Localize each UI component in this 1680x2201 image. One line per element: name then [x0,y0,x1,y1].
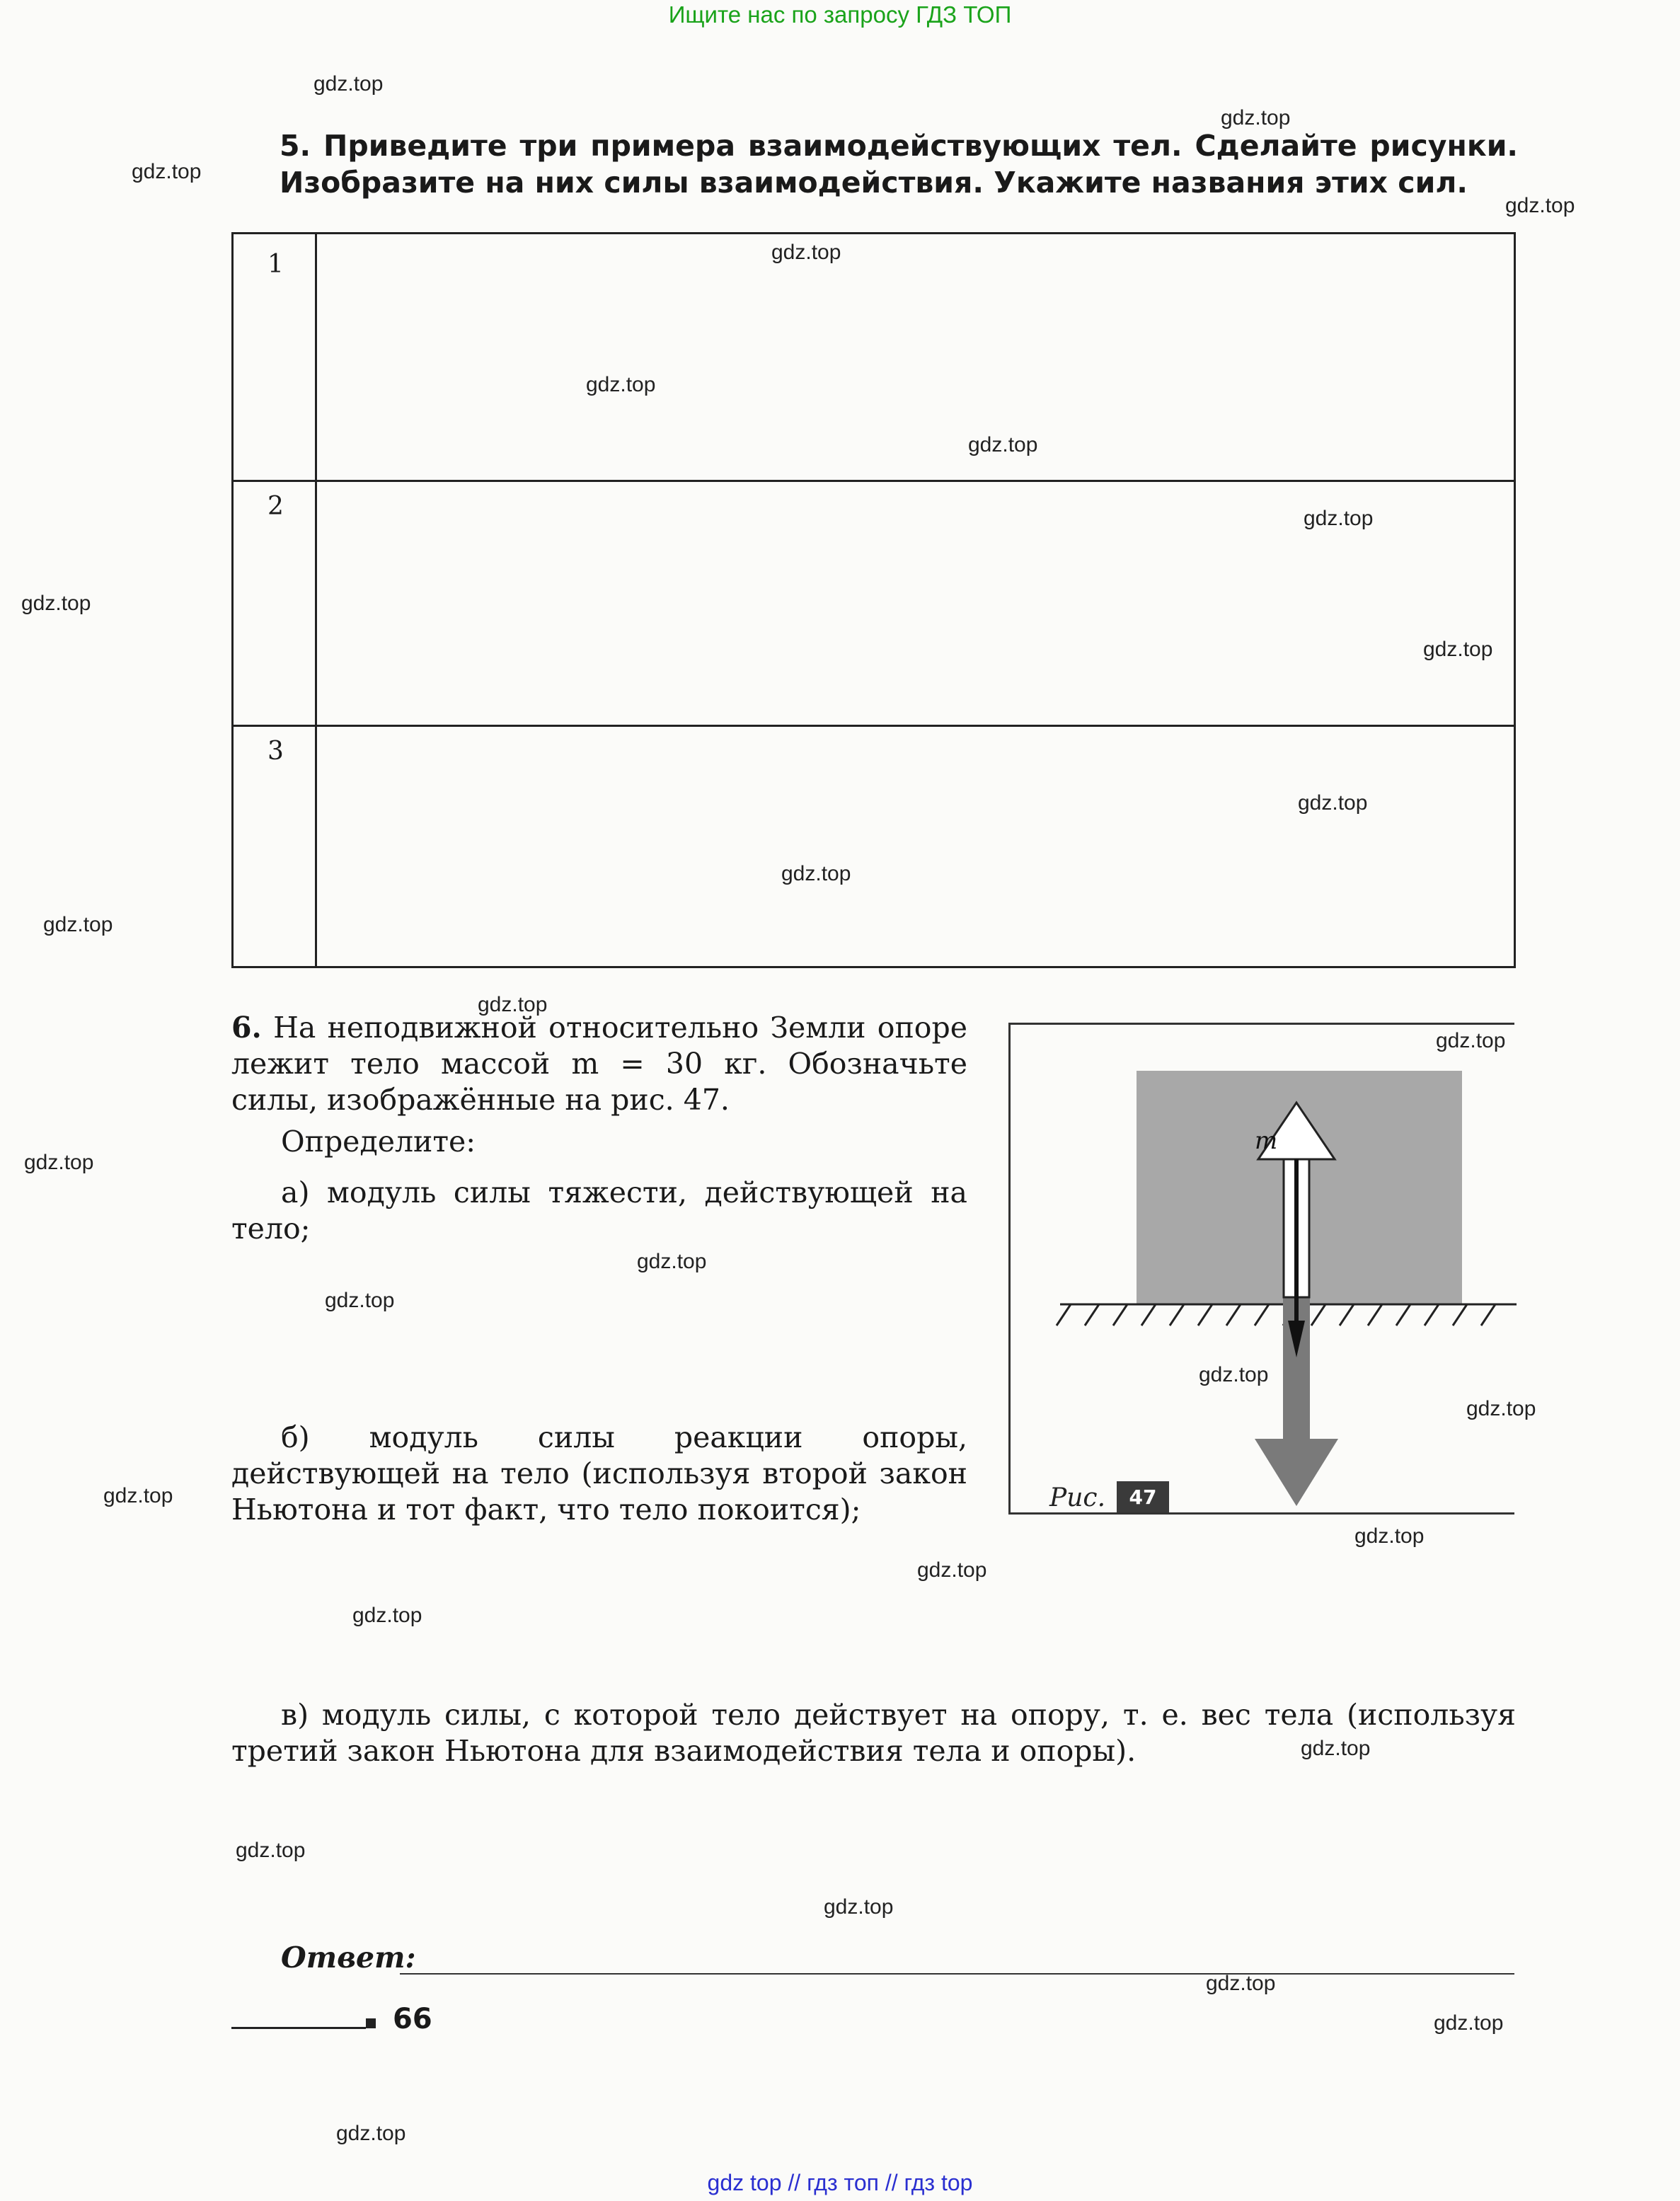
top-banner-link[interactable]: Ищите нас по запросу ГДЗ ТОП [668,1,1012,28]
task-6-item-b: б) модуль силы реакции опоры, действующей на тело (используя второй закон Ньютона и тот факт, что тело покоится); [231,1420,967,1527]
figure-caption: Рис. [1049,1483,1106,1512]
watermark: gdz.top [1423,638,1493,661]
watermark: gdz.top [24,1151,94,1174]
page-number: 66 [393,2003,432,2035]
table-row [234,725,1514,968]
watermark: gdz.top [586,373,656,396]
figure-47-drawing [1011,1025,1517,1517]
watermark: gdz.top [1434,2011,1504,2035]
table-row-number: 3 [267,737,284,766]
watermark: gdz.top [1301,1737,1371,1760]
table-row-number: 2 [267,492,284,521]
watermark: gdz.top [637,1250,707,1273]
watermark: gdz.top [1221,106,1291,130]
watermark: gdz.top [824,1895,894,1919]
watermark: gdz.top [968,433,1038,456]
watermark: gdz.top [1199,1363,1269,1386]
watermark: gdz.top [1206,1972,1276,1995]
figure-47 [1008,1023,1514,1515]
watermark: gdz.top [1298,791,1368,815]
watermark: gdz.top [236,1839,306,1862]
watermark: gdz.top [313,72,384,96]
task-5-number: 5. [280,129,311,163]
watermark: gdz.top [132,160,202,183]
answer-table [231,232,1516,968]
watermark: gdz.top [771,241,841,264]
task-6-intro [231,1010,967,1118]
footer-links[interactable]: gdz top // гдз топ // гдз top [707,2170,973,2195]
watermark: gdz.top [21,592,91,615]
task-6-text: На неподвижной относительно Земли опоре лежит тело массой m = 30 кг. Обозначьте силы, изображённые на рис. 47. [231,1011,967,1117]
task-6-determine: Определите: [281,1125,476,1159]
table-row-number: 1 [267,250,284,279]
watermark: gdz.top [1436,1029,1506,1052]
watermark: gdz.top [325,1289,395,1312]
watermark: gdz.top [43,913,113,936]
task-5-text: Приведите три примера взаимодействующих тел. Сделайте рисунки. Изобразите на них силы взаимодействия. Укажите названия этих сил. [280,129,1518,200]
page-marker [366,2018,376,2028]
answer-label: Ответ: [281,1941,416,1975]
task-6-item-a: а) модуль силы тяжести, действующей на тело; [231,1176,967,1246]
answer-line [400,1973,1514,1975]
watermark: gdz.top [103,1484,173,1507]
watermark: gdz.top [1304,507,1374,530]
figure-number: 47 [1129,1485,1157,1509]
table-row [234,234,1514,482]
task-6-item-c: в) модуль силы, с которой тело действует на опору, т. е. вес тела (используя третий закон Ньютона для взаимодействия тела и опоры). [231,1698,1516,1768]
watermark: gdz.top [781,862,851,885]
task-5 [280,127,1518,201]
watermark: gdz.top [1505,194,1575,217]
watermark: gdz.top [478,993,548,1016]
watermark: gdz.top [1354,1524,1425,1548]
page-rule [231,2027,366,2029]
watermark: gdz.top [336,2122,406,2145]
task-6-number: 6. [231,1011,262,1045]
mass-label: m [1255,1127,1278,1155]
watermark: gdz.top [1466,1397,1536,1420]
watermark: gdz.top [917,1558,987,1582]
watermark: gdz.top [352,1604,422,1627]
